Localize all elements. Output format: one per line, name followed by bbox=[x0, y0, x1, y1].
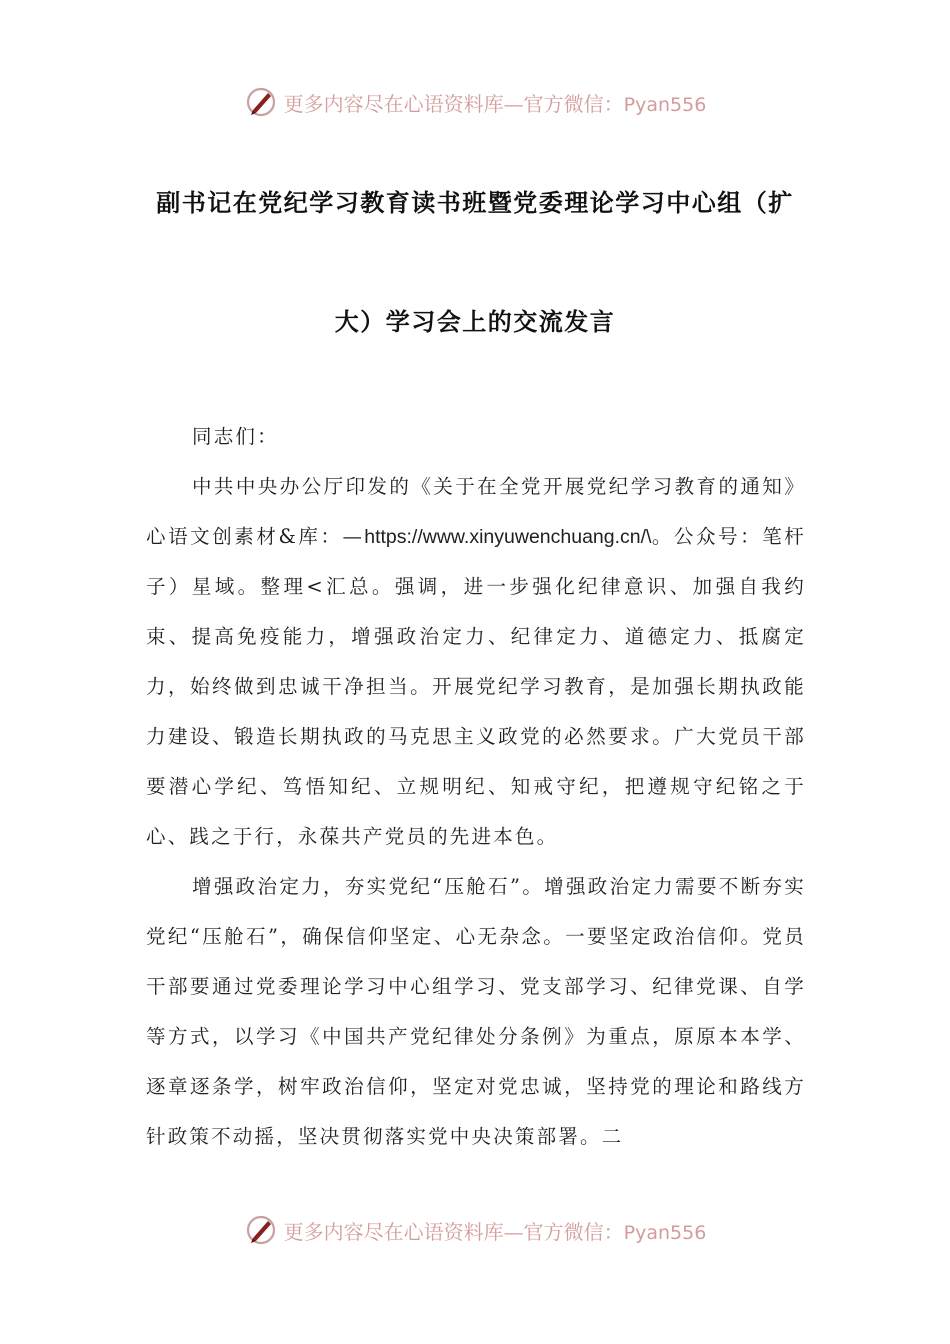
source-url: https://www.xinyuwenchuang.cn/\ bbox=[364, 526, 652, 548]
pen-logo-icon bbox=[244, 1213, 278, 1247]
footer-watermark bbox=[0, 1210, 950, 1250]
paragraph-2: 增强政治定力，夯实党纪“压舱石”。增强政治定力需要不断夯实党纪“压舱石”，确保信仰坚定、心无杂念。一要坚定政治信仰。党员干部要通过党委理论学习中心组学习、党支部学习、纪律党课、自学等方式，以学习《中国共产党纪律处分条例》为重点，原原本本学、逐章逐条学，树牢政治信仰，坚定对党忠诚，坚持党的理论和路线方针政策不动摇，坚决贯彻落实党中央决策部署。二 bbox=[146, 875, 806, 1148]
pen-logo-icon bbox=[244, 85, 278, 119]
watermark-label: 更多内容尽在心语资料库—官方微信： bbox=[283, 1219, 624, 1244]
document-title-line2: 大）学习会上的交流发言 bbox=[334, 308, 616, 336]
salutation: 同志们： bbox=[192, 425, 279, 448]
watermark-text bbox=[284, 1216, 707, 1245]
header-watermark bbox=[0, 82, 950, 122]
watermark-text bbox=[284, 88, 707, 117]
watermark-label: 更多内容尽在心语资料库—官方微信： bbox=[283, 91, 624, 116]
paragraph-1 bbox=[146, 462, 806, 862]
paragraph-1-intro: 中共中央办公厅印发的《关于在全党开展党纪学习教育的通知》心语文创素材&库：— bbox=[146, 475, 806, 548]
paragraph-1-rest: 。公众号：笔杆子）星域。整理<汇总。强调，进一步强化纪律意识、加强自我约束、提高免疫能力，增强政治定力、纪律定力、道德定力、抵腐定力，始终做到忠诚干净担当。开展党纪学习教育，是加强长期执政能力建设、锻造长期执政的马克思主义政党的必然要求。广大党员干部要潜心学纪、笃悟知纪、立规明纪、知戒守纪，把遵规守纪铭之于心、践之于行，永葆共产党员的先进本色。 bbox=[146, 525, 807, 848]
document-title-line1: 副书记在党纪学习教育读书班暨党委理论学习中心组（扩 bbox=[156, 189, 794, 217]
watermark-wechat-id: Pyan556 bbox=[623, 1221, 707, 1244]
document-body bbox=[146, 412, 806, 1162]
watermark-wechat-id: Pyan556 bbox=[623, 93, 707, 116]
